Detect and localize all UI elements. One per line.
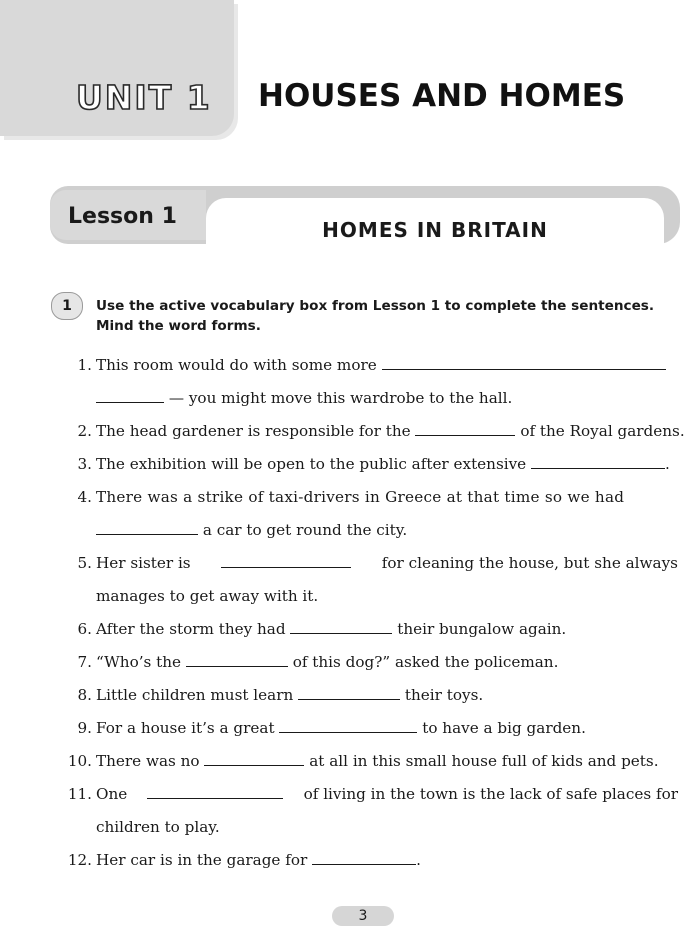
item-text: manages to get away with it. bbox=[96, 587, 319, 605]
item-text: One bbox=[96, 785, 128, 803]
answer-blank[interactable] bbox=[96, 388, 164, 403]
item-text: For a house it’s a great bbox=[96, 719, 275, 737]
item-text: There was a strike of taxi-drivers in Greece at that time so we had bbox=[96, 488, 625, 506]
item-text: to have a big garden. bbox=[422, 719, 586, 737]
answer-blank[interactable] bbox=[312, 850, 416, 865]
unit-label: UNIT 1 bbox=[76, 78, 212, 117]
item-text: — you might move this wardrobe to the hall. bbox=[168, 389, 513, 407]
answer-blank[interactable] bbox=[298, 685, 400, 700]
item-text: of living in the town is the lack of safe places for bbox=[303, 785, 678, 803]
item-text: a car to get round the city. bbox=[202, 521, 408, 539]
item-text: After the storm they had bbox=[96, 620, 286, 638]
answer-blank[interactable] bbox=[186, 652, 288, 667]
answer-blank[interactable] bbox=[382, 355, 666, 370]
answer-blank[interactable] bbox=[204, 751, 304, 766]
unit-title: HOUSES AND HOMES bbox=[258, 78, 626, 114]
item-text: . bbox=[665, 455, 670, 473]
item-text: of the Royal gardens. bbox=[520, 422, 685, 440]
item-text: children to play. bbox=[96, 818, 220, 836]
item-text: This room would do with some more bbox=[96, 356, 377, 374]
item-text: . bbox=[416, 851, 421, 869]
item-number: 6. bbox=[77, 620, 92, 638]
answer-blank[interactable] bbox=[279, 718, 417, 733]
item-number: 7. bbox=[77, 653, 92, 671]
item-number: 5. bbox=[77, 554, 92, 572]
item-text: “Who’s the bbox=[96, 653, 182, 671]
item-number: 2. bbox=[77, 422, 92, 440]
task-number-badge: 1 bbox=[51, 292, 83, 320]
item-number: 10. bbox=[67, 752, 92, 770]
item-text: of this dog?” asked the policeman. bbox=[292, 653, 559, 671]
item-text: The exhibition will be open to the public after extensive bbox=[96, 455, 527, 473]
answer-blank[interactable] bbox=[531, 454, 665, 469]
item-text: Her car is in the garage for bbox=[96, 851, 308, 869]
item-text: Little children must learn bbox=[96, 686, 294, 704]
item-text: their toys. bbox=[404, 686, 484, 704]
item-text: Her sister is bbox=[96, 554, 191, 572]
item-text: The head gardener is responsible for the bbox=[96, 422, 411, 440]
lesson-title: HOMES IN BRITAIN bbox=[322, 218, 548, 242]
item-text: their bungalow again. bbox=[397, 620, 567, 638]
item-number: 8. bbox=[77, 686, 92, 704]
task-instruction: Use the active vocabulary box from Lesson 1 to complete the sentences. Mind the word forms. bbox=[96, 298, 655, 334]
answer-blank[interactable] bbox=[415, 421, 515, 436]
answer-blank[interactable] bbox=[290, 619, 392, 634]
item-text: at all in this small house full of kids and pets. bbox=[309, 752, 659, 770]
item-number: 4. bbox=[77, 488, 92, 506]
item-number: 11. bbox=[67, 785, 92, 803]
item-text: There was no bbox=[96, 752, 200, 770]
answer-blank[interactable] bbox=[147, 784, 283, 799]
item-text: for cleaning the house, but she always bbox=[381, 554, 678, 572]
item-number: 12. bbox=[67, 851, 92, 869]
item-number: 9. bbox=[77, 719, 92, 737]
answer-blank[interactable] bbox=[221, 553, 351, 568]
item-number: 1. bbox=[77, 356, 92, 374]
answer-blank[interactable] bbox=[96, 520, 198, 535]
item-number: 3. bbox=[77, 455, 92, 473]
lesson-label: Lesson 1 bbox=[68, 204, 177, 229]
page-number: 3 bbox=[332, 906, 394, 926]
